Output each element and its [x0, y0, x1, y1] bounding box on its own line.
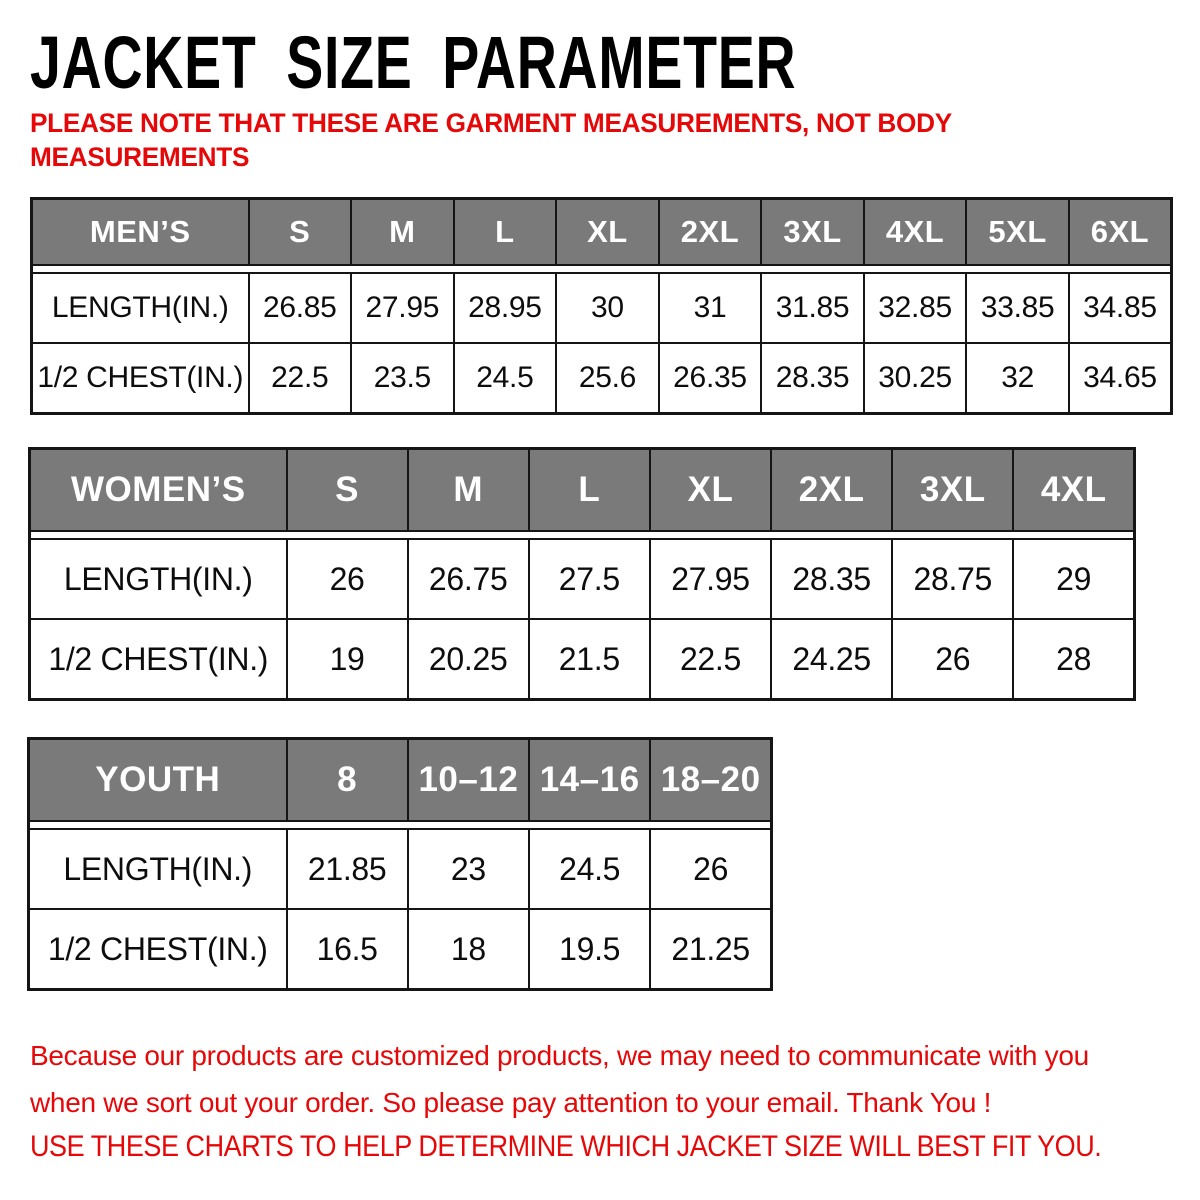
value-cell: 22.5: [650, 619, 771, 700]
customization-note-line-1: Because our products are customized products, we may need to communicate with you: [30, 1040, 1089, 1071]
table-name-cell: WOMEN’S: [30, 449, 287, 532]
size-header-cell: 14–16: [529, 739, 650, 822]
value-cell: 27.5: [529, 539, 650, 619]
value-cell: 21.25: [650, 909, 771, 990]
header-gap-row: [30, 531, 1135, 539]
mens-length-row: [32, 273, 1172, 343]
value-cell: 30.25: [864, 343, 967, 414]
value-cell: 26: [287, 539, 408, 619]
table-name-cell: MEN’S: [32, 199, 249, 266]
value-cell: 23.5: [351, 343, 454, 414]
row-label-cell: 1/2 CHEST(IN.): [29, 909, 287, 990]
value-cell: 32.85: [864, 273, 967, 343]
size-header-cell: XL: [650, 449, 771, 532]
size-header-cell: 18–20: [650, 739, 771, 822]
size-header-cell: M: [408, 449, 529, 532]
size-header-cell: M: [351, 199, 454, 266]
value-cell: 16.5: [287, 909, 408, 990]
note-line-2: MEASUREMENTS: [30, 142, 250, 172]
value-cell: 18: [408, 909, 529, 990]
size-header-cell: XL: [556, 199, 659, 266]
youth-length-row: [29, 829, 772, 909]
size-header-cell: 8: [287, 739, 408, 822]
value-cell: 34.85: [1069, 273, 1172, 343]
value-cell: 28: [1013, 619, 1134, 700]
value-cell: 26.35: [659, 343, 762, 414]
size-header-cell: 10–12: [408, 739, 529, 822]
value-cell: 27.95: [650, 539, 771, 619]
size-header-cell: 6XL: [1069, 199, 1172, 266]
size-header-cell: 4XL: [1013, 449, 1134, 532]
usage-note: USE THESE CHARTS TO HELP DETERMINE WHICH JACKET SIZE WILL BEST FIT YOU.: [30, 1130, 1102, 1163]
value-cell: 32: [966, 343, 1069, 414]
value-cell: 26: [650, 829, 771, 909]
womens-chest-row: [30, 619, 1135, 700]
customization-note: [30, 1032, 1089, 1126]
gap-cell: [32, 265, 1172, 273]
youth-size-table: [27, 737, 773, 991]
value-cell: 22.5: [249, 343, 352, 414]
size-header-cell: S: [287, 449, 408, 532]
size-header-cell: 5XL: [966, 199, 1069, 266]
youth-header-row: [29, 739, 772, 822]
womens-size-table: [28, 447, 1136, 701]
size-header-cell: 2XL: [771, 449, 892, 532]
value-cell: 21.85: [287, 829, 408, 909]
value-cell: 33.85: [966, 273, 1069, 343]
value-cell: 28.75: [892, 539, 1013, 619]
garment-measurement-note: [30, 106, 952, 174]
value-cell: 24.5: [454, 343, 557, 414]
value-cell: 31.85: [761, 273, 864, 343]
page-title: JACKET SIZE PARAMETER: [30, 21, 797, 104]
size-header-cell: 3XL: [761, 199, 864, 266]
value-cell: 24.25: [771, 619, 892, 700]
customization-note-line-2: when we sort out your order. So please pay attention to your email. Thank You !: [30, 1087, 992, 1118]
youth-chest-row: [29, 909, 772, 990]
size-header-cell: S: [249, 199, 352, 266]
size-header-cell: 3XL: [892, 449, 1013, 532]
value-cell: 29: [1013, 539, 1134, 619]
value-cell: 28.35: [761, 343, 864, 414]
table-name-cell: YOUTH: [29, 739, 287, 822]
row-label-cell: LENGTH(IN.): [29, 829, 287, 909]
value-cell: 28.95: [454, 273, 557, 343]
value-cell: 31: [659, 273, 762, 343]
value-cell: 26: [892, 619, 1013, 700]
value-cell: 24.5: [529, 829, 650, 909]
value-cell: 25.6: [556, 343, 659, 414]
value-cell: 27.95: [351, 273, 454, 343]
gap-cell: [29, 821, 772, 829]
size-header-cell: 4XL: [864, 199, 967, 266]
mens-size-table: [30, 197, 1173, 415]
value-cell: 28.35: [771, 539, 892, 619]
size-header-cell: L: [454, 199, 557, 266]
size-header-cell: L: [529, 449, 650, 532]
value-cell: 23: [408, 829, 529, 909]
note-line-1: PLEASE NOTE THAT THESE ARE GARMENT MEASUREMENTS, NOT BODY: [30, 108, 952, 138]
value-cell: 19: [287, 619, 408, 700]
value-cell: 26.85: [249, 273, 352, 343]
value-cell: 19.5: [529, 909, 650, 990]
value-cell: 20.25: [408, 619, 529, 700]
womens-length-row: [30, 539, 1135, 619]
value-cell: 30: [556, 273, 659, 343]
mens-header-row: [32, 199, 1172, 266]
row-label-cell: 1/2 CHEST(IN.): [30, 619, 287, 700]
row-label-cell: LENGTH(IN.): [32, 273, 249, 343]
row-label-cell: 1/2 CHEST(IN.): [32, 343, 249, 414]
mens-chest-row: [32, 343, 1172, 414]
value-cell: 34.65: [1069, 343, 1172, 414]
womens-header-row: [30, 449, 1135, 532]
header-gap-row: [29, 821, 772, 829]
value-cell: 26.75: [408, 539, 529, 619]
value-cell: 21.5: [529, 619, 650, 700]
row-label-cell: LENGTH(IN.): [30, 539, 287, 619]
header-gap-row: [32, 265, 1172, 273]
gap-cell: [30, 531, 1135, 539]
size-header-cell: 2XL: [659, 199, 762, 266]
